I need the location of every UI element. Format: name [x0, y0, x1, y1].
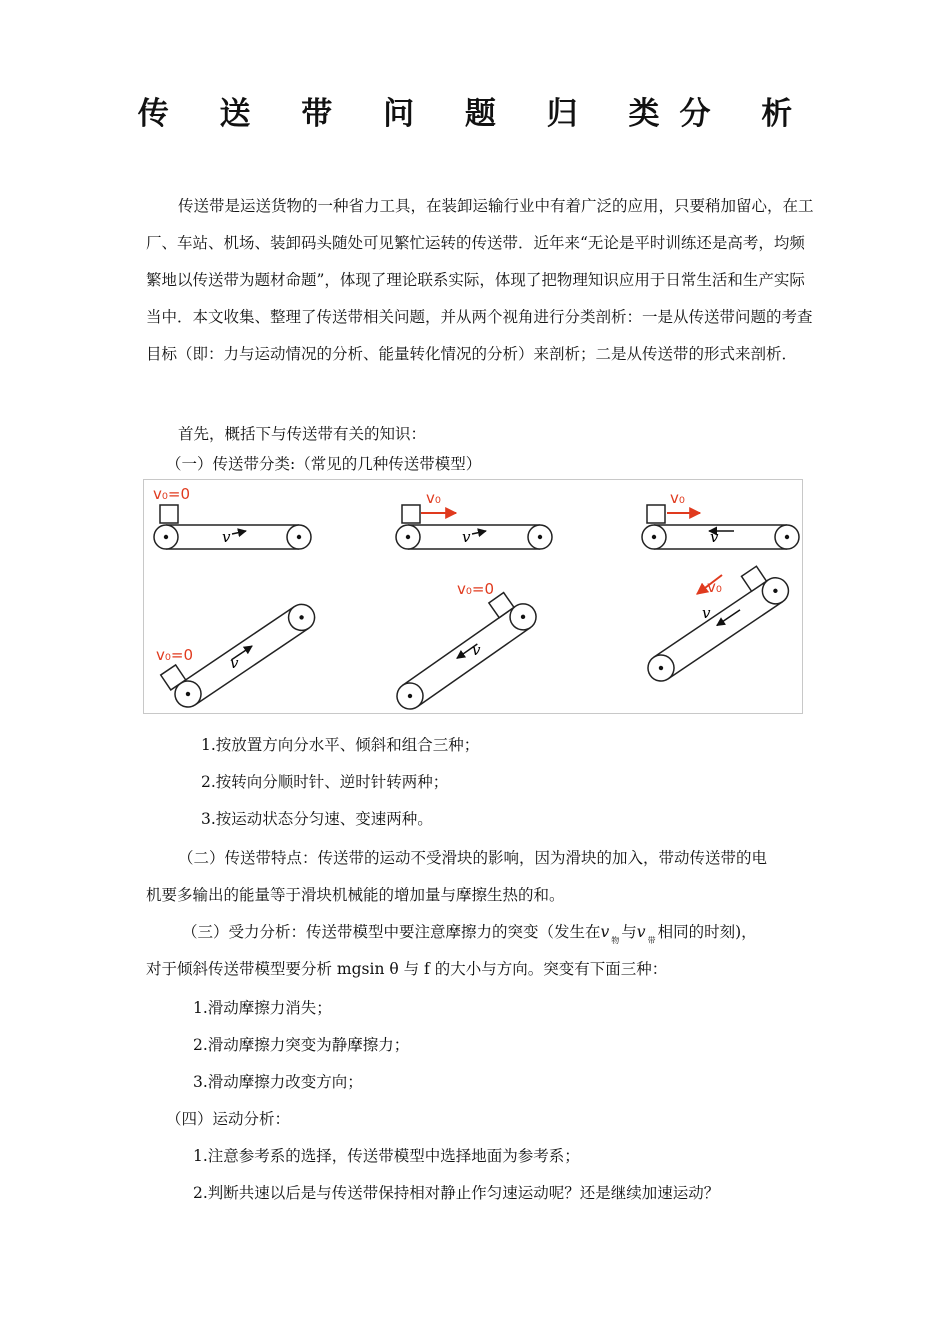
label-v0-3: v₀ [670, 489, 685, 507]
label-v-5: v [472, 641, 481, 659]
section2-line1: （二）传送带特点：传送带的运动不受滑块的影响，因为滑块的加入，带动传送带的电 [178, 849, 768, 867]
list-item: 2.按转向分顺时针、逆时针转两种； [201, 773, 449, 791]
block-1 [160, 505, 178, 523]
intro-paragraph [146, 188, 818, 373]
intro-text: 传送带是运送货物的一种省力工具，在装卸运输行业中有着广泛的应用，只要稍加留心，在工厂、车站、机场、装卸码头随处可见繁忙运转的传送带．近年来“无论是平时训练还是高考，均频繁地以传送带为题材命题”，体现了理论联系实际，体现了把物理知识应用于日常生活和生产实际当中．本文收集、整理了传送带相关问题，并从两个视角进行分类剖析：一是从传送带问题的考查目标（即：力与运动情况的分析、能量转化情况的分析）来剖析；二是从传送带的形式来剖析． [146, 197, 814, 363]
list-item: 3.按运动状态分匀速、变速两种。 [201, 810, 433, 828]
list-item: 2.滑动摩擦力突变为静摩擦力； [193, 1036, 410, 1054]
list-item: 2.判断共速以后是与传送带保持相对静止作匀速运动呢？还是继续加速运动？ [193, 1184, 720, 1202]
diagram-horizontal-3 [642, 489, 799, 549]
section4-heading: （四）运动分析： [166, 1110, 291, 1128]
section1-heading: （一）传送带分类:（常见的几种传送带模型） [166, 455, 482, 473]
label-v0-zero-5: v₀=0 [457, 580, 495, 598]
list-item: 1.注意参考系的选择，传送带模型中选择地面为参考系； [193, 1147, 580, 1165]
conveyor-belt-figure [143, 479, 803, 714]
label-v0-6: v₀ [707, 578, 722, 596]
label-v0-zero-1: v₀=0 [153, 485, 191, 503]
section3-line1: （三）受力分析：传送带模型中要注意摩擦力的突变（发生在v $_物$ 与v $_带$ 相同的时刻)， [182, 923, 757, 945]
list-item: 1.滑动摩擦力消失； [193, 999, 332, 1017]
diagram-incline-2 [382, 580, 542, 713]
label-v-3: v [710, 528, 719, 546]
diagram-incline-1 [156, 584, 320, 712]
first-line: 首先，概括下与传送带有关的知识： [178, 425, 427, 443]
section3-line2: 对于倾斜传送带模型要分析 mgsin θ 与 f 的大小与方向。突变有下面三种： [146, 960, 668, 978]
label-v0-zero-4: v₀=0 [156, 646, 194, 664]
conveyor-diagrams [144, 480, 802, 713]
label-v-4: v [230, 654, 239, 672]
label-v-6: v [702, 604, 711, 622]
diagram-horizontal-2 [396, 489, 552, 549]
label-v0-2: v₀ [426, 489, 441, 507]
block-3 [647, 505, 665, 523]
block-2 [402, 505, 420, 523]
label-v-1: v [222, 528, 231, 546]
section2-line2: 机要多输出的能量等于滑块机械能的增加量与摩擦生热的和。 [146, 886, 565, 904]
diagram-horizontal-1 [153, 485, 311, 549]
arrow-right-icon [472, 531, 486, 534]
arrow-right-icon [232, 531, 246, 534]
diagram-incline-3 [633, 558, 794, 686]
page-title: 传 送 带 问 题 归 类分 析 [137, 96, 813, 132]
list-item: 3.滑动摩擦力改变方向； [193, 1073, 363, 1091]
list-item: 1.按放置方向分水平、倾斜和组合三种； [201, 736, 480, 754]
label-v-2: v [462, 528, 471, 546]
